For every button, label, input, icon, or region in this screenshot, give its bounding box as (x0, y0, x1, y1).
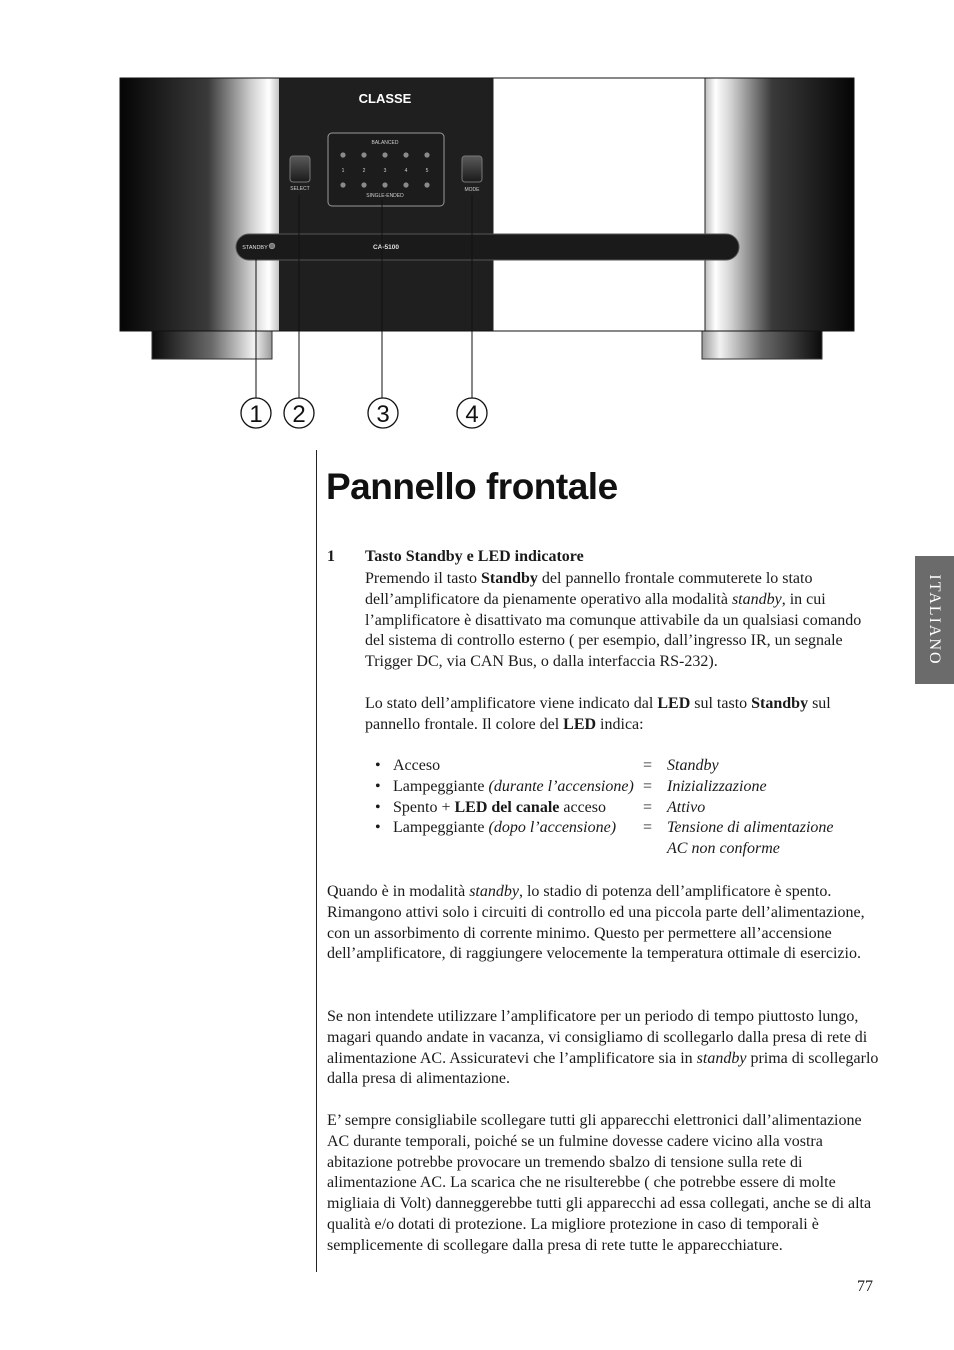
window-frame (493, 78, 705, 237)
amplifier-front-panel-figure (0, 0, 954, 440)
mode-button[interactable] (462, 156, 482, 182)
led-state-value: AC non conforme (667, 840, 780, 857)
column-divider (316, 450, 317, 1272)
led-state-label: Lampeggiante (durante l’accensione) (393, 778, 634, 795)
led-state-value: Standby (667, 757, 719, 774)
select-label: SELECT (290, 186, 310, 192)
right-foot (702, 331, 822, 359)
equals-sign: = (643, 757, 653, 774)
balanced-led (424, 152, 429, 157)
led-state-value: Inizializzazione (667, 778, 767, 795)
callout-number-2: 2 (292, 401, 306, 428)
model-label: CA-5100 (372, 244, 400, 251)
left-foot (152, 331, 272, 359)
single-ended-label: SINGLE-ENDED (366, 193, 404, 199)
balanced-led (403, 152, 408, 157)
paragraph-standby-intro: Premendo il tasto Standby del pannello frontale commuterete lo stato dell’amplificatore da pienamente operativo alla modalità standby, in cui l’amplificatore è disattivato ma comunque attivabile da un qualsiasi comando del sistema di controllo esterno ( per esempio, dall’ingresso IR, un segnale Trigger DC, via CAN Bus, o dalla interfaccia RS-232). (365, 570, 862, 671)
chassis-right-block (705, 78, 854, 331)
channel-number: 1 (341, 168, 345, 174)
language-label: ITALIANO (926, 574, 943, 666)
bullet-icon: • (375, 757, 381, 774)
callout-number-3: 3 (376, 401, 390, 428)
led-state-value: Attivo (667, 799, 706, 816)
brand-logo: CLASSE (358, 91, 412, 106)
single-ended-led (403, 182, 408, 187)
bullet-icon: • (375, 819, 381, 836)
callout-number-1: 1 (249, 401, 263, 428)
single-ended-led (382, 182, 387, 187)
mode-label: MODE (464, 187, 480, 193)
balanced-label: BALANCED (371, 140, 399, 146)
led-state-value: Tensione di alimentazione (667, 819, 834, 836)
paragraph-unplug-advice: Se non intendete utilizzare l’amplificatore per un periodo di tempo piuttosto lungo, magari quando andate in vacanza, vi consigliamo di scollegarlo dalla presa di rete di alimentazione AC. Assicuratevi che l’amplificatore sia in standby prima di scollegarlo dalla presa di alimentazione. (327, 1008, 879, 1088)
section-number: 1 (327, 548, 335, 565)
paragraph-storm-advice: E’ sempre consigliabile scollegare tutti gli apparecchi elettronici dall’alimentazione AC durante temporali, poiché se un fulmine dovesse cadere vicino alla vostra abitazione potrebbe provocare un tremendo sbalzo di tensione sulla rete di alimentazione AC. La scarica che ne risulterebbe ( che potrebbe essere di molte migliaia di Volt) danneggerebbe tutti gli apparecchi ad essa collegati, anche se di alta qualità e/o dotati di protezione. La migliore protezione in caso di temporali è semplicemente di scollegare dalla presa di rete tutte le apparecchiature. (327, 1112, 872, 1254)
paragraph-led-intro: Lo stato dell’amplificatore viene indicato dal LED sul tasto Standby sul pannello frontale. Il colore del LED indica: (365, 695, 831, 733)
channel-number: 3 (383, 168, 387, 174)
standby-led[interactable] (269, 243, 275, 249)
single-ended-led (424, 182, 429, 187)
bullet-icon: • (375, 778, 381, 795)
single-ended-led (361, 182, 366, 187)
equals-sign: = (643, 799, 653, 816)
page-number: 77 (857, 1278, 873, 1295)
led-state-label: Acceso (393, 757, 441, 774)
equals-sign: = (643, 819, 653, 836)
paragraph-standby-mode: Quando è in modalità standby, lo stadio di potenza dell’amplificatore è spento. Rimangono attivi solo i circuiti di controllo ed una piccola parte dell’alimentazione, con un assorbimento di corrente minimo. Questo per permettere all’accensione dell’amplificatore, di raggiungere velocemente la temperatura ottimale di esercizio. (327, 883, 865, 963)
standby-label: STANDBY (242, 245, 268, 251)
channel-number: 2 (362, 168, 366, 174)
balanced-led (361, 152, 366, 157)
select-button[interactable] (290, 156, 310, 182)
page-title: Pannello frontale (326, 466, 618, 507)
balanced-led (382, 152, 387, 157)
section-heading: Tasto Standby e LED indicatore (365, 548, 584, 565)
callout-number-4: 4 (465, 401, 479, 428)
led-state-label: Spento + LED del canale acceso (393, 799, 606, 816)
single-ended-led (340, 182, 345, 187)
channel-number: 4 (404, 168, 408, 174)
led-state-label: Lampeggiante (dopo l’accensione) (393, 819, 617, 836)
language-tab (915, 556, 954, 684)
lower-right-panel (493, 258, 705, 331)
equals-sign: = (643, 778, 653, 795)
channel-number: 5 (425, 168, 429, 174)
balanced-led (340, 152, 345, 157)
standby-bar (236, 234, 739, 260)
bullet-icon: • (375, 799, 381, 816)
